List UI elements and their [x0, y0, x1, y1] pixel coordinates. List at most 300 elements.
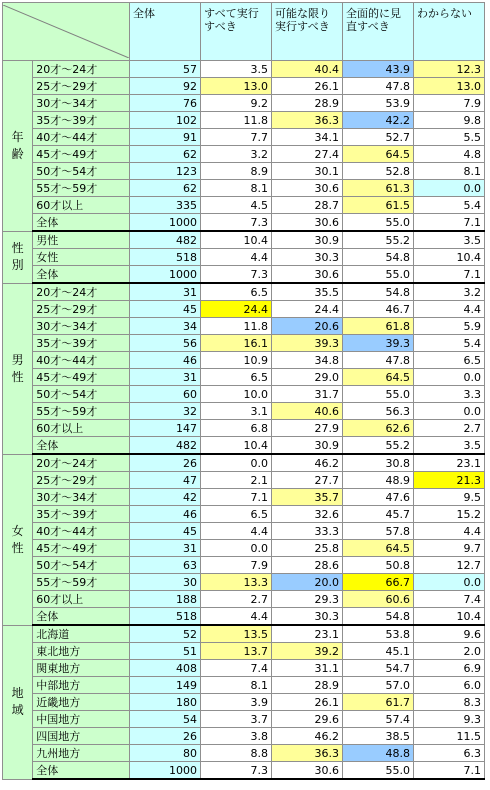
cell-execute-all: 3.7: [201, 711, 272, 728]
cell-review-fully: 57.8: [343, 523, 414, 540]
total-cell-execute-all: 10.4: [201, 437, 272, 455]
cell-total: 482: [130, 231, 201, 249]
cell-review-fully: 64.5: [343, 540, 414, 557]
total-cell-unknown: 7.1: [414, 214, 485, 232]
cell-execute-all: 3.1: [201, 403, 272, 420]
total-cell-total: 518: [130, 608, 201, 626]
cell-total: 57: [130, 61, 201, 78]
total-cell-total: 1000: [130, 266, 201, 284]
survey-crosstab-table: [2, 2, 485, 780]
cell-unknown: 8.3: [414, 694, 485, 711]
cell-unknown: 7.9: [414, 95, 485, 112]
table-row: [3, 61, 485, 78]
total-row-label: 全体: [33, 214, 130, 232]
row-label: 40才～44才: [33, 129, 130, 146]
column-header-unknown: わからない: [414, 3, 485, 61]
cell-review-fully: 39.3: [343, 335, 414, 352]
table-row: [3, 352, 485, 369]
cell-execute-all: 8.1: [201, 677, 272, 694]
total-cell-review-fully: 55.0: [343, 266, 414, 284]
cell-unknown: 6.3: [414, 745, 485, 762]
cell-total: 408: [130, 660, 201, 677]
cell-execute-all: 7.9: [201, 557, 272, 574]
row-label: 中国地方: [33, 711, 130, 728]
table-row: [3, 660, 485, 677]
cell-review-fully: 43.9: [343, 61, 414, 78]
cell-review-fully: 52.8: [343, 163, 414, 180]
cell-unknown: 5.4: [414, 197, 485, 214]
cell-total: 45: [130, 523, 201, 540]
cell-execute-all: 2.1: [201, 472, 272, 489]
cell-review-fully: 60.6: [343, 591, 414, 608]
cell-execute-all: 10.4: [201, 231, 272, 249]
survey-table-container: [2, 2, 485, 780]
total-row: [3, 437, 485, 455]
cell-review-fully: 47.8: [343, 78, 414, 95]
cell-review-fully: 55.0: [343, 386, 414, 403]
cell-execute-all: 13.3: [201, 574, 272, 591]
cell-review-fully: 47.8: [343, 352, 414, 369]
row-label: 四国地方: [33, 728, 130, 745]
table-row: [3, 78, 485, 95]
total-cell-execute-possible: 30.3: [272, 608, 343, 626]
row-label: 30才～34才: [33, 95, 130, 112]
cell-execute-possible: 30.6: [272, 180, 343, 197]
cell-execute-possible: 36.3: [272, 112, 343, 129]
cell-total: 123: [130, 163, 201, 180]
row-label: 20才～24才: [33, 454, 130, 472]
cell-execute-possible: 26.1: [272, 694, 343, 711]
cell-review-fully: 54.8: [343, 283, 414, 301]
table-row: [3, 403, 485, 420]
cell-execute-possible: 28.9: [272, 95, 343, 112]
cell-total: 76: [130, 95, 201, 112]
cell-execute-possible: 25.8: [272, 540, 343, 557]
table-row: [3, 745, 485, 762]
cell-total: 56: [130, 335, 201, 352]
cell-execute-all: 3.9: [201, 694, 272, 711]
cell-unknown: 21.3: [414, 472, 485, 489]
total-row: [3, 608, 485, 626]
cell-execute-all: 13.5: [201, 625, 272, 643]
cell-execute-possible: 28.6: [272, 557, 343, 574]
table-row: [3, 386, 485, 403]
total-cell-execute-all: 7.3: [201, 762, 272, 780]
cell-review-fully: 42.2: [343, 112, 414, 129]
cell-unknown: 0.0: [414, 369, 485, 386]
cell-execute-all: 7.4: [201, 660, 272, 677]
cell-unknown: 7.4: [414, 591, 485, 608]
cell-review-fully: 45.1: [343, 643, 414, 660]
column-header-total: 全体: [130, 3, 201, 61]
cell-execute-possible: 26.1: [272, 78, 343, 95]
cell-unknown: 9.7: [414, 540, 485, 557]
total-row: [3, 214, 485, 232]
cell-total: 47: [130, 472, 201, 489]
cell-execute-possible: 28.7: [272, 197, 343, 214]
cell-execute-possible: 30.9: [272, 231, 343, 249]
cell-unknown: 6.0: [414, 677, 485, 694]
cell-total: 60: [130, 386, 201, 403]
row-label: 55才～59才: [33, 574, 130, 591]
header-corner-cell: [3, 3, 130, 61]
cell-unknown: 5.9: [414, 318, 485, 335]
cell-total: 31: [130, 540, 201, 557]
cell-total: 54: [130, 711, 201, 728]
cell-total: 188: [130, 591, 201, 608]
cell-review-fully: 46.7: [343, 301, 414, 318]
row-label: 55才～59才: [33, 403, 130, 420]
row-label: 女性: [33, 249, 130, 266]
total-cell-review-fully: 54.8: [343, 608, 414, 626]
total-row-label: 全体: [33, 762, 130, 780]
cell-review-fully: 61.7: [343, 694, 414, 711]
table-row: [3, 163, 485, 180]
cell-execute-possible: 30.3: [272, 249, 343, 266]
cell-review-fully: 54.7: [343, 660, 414, 677]
cell-unknown: 2.0: [414, 643, 485, 660]
cell-execute-all: 10.9: [201, 352, 272, 369]
total-cell-execute-possible: 30.6: [272, 266, 343, 284]
cell-execute-possible: 46.2: [272, 454, 343, 472]
total-cell-execute-all: 7.3: [201, 214, 272, 232]
cell-execute-all: 7.7: [201, 129, 272, 146]
table-row: [3, 711, 485, 728]
cell-unknown: 6.5: [414, 352, 485, 369]
cell-review-fully: 38.5: [343, 728, 414, 745]
row-label: 50才～54才: [33, 386, 130, 403]
header-diagonal-line: [3, 5, 129, 58]
cell-execute-all: 4.4: [201, 249, 272, 266]
cell-unknown: 0.0: [414, 574, 485, 591]
cell-review-fully: 50.8: [343, 557, 414, 574]
row-label: 25才～29才: [33, 78, 130, 95]
cell-execute-possible: 46.2: [272, 728, 343, 745]
table-row: [3, 454, 485, 472]
table-row: [3, 540, 485, 557]
cell-total: 149: [130, 677, 201, 694]
row-label: 45才～49才: [33, 540, 130, 557]
group-label: [3, 454, 33, 625]
cell-execute-all: 3.5: [201, 61, 272, 78]
cell-review-fully: 61.8: [343, 318, 414, 335]
table-row: [3, 625, 485, 643]
cell-total: 45: [130, 301, 201, 318]
cell-execute-all: 4.4: [201, 523, 272, 540]
cell-unknown: 2.7: [414, 420, 485, 437]
total-cell-unknown: 7.1: [414, 762, 485, 780]
row-label: 男性: [33, 231, 130, 249]
row-label: 北海道: [33, 625, 130, 643]
column-header-review-fully: 全面的に見直すべき: [343, 3, 414, 61]
cell-unknown: 12.7: [414, 557, 485, 574]
cell-execute-possible: 35.7: [272, 489, 343, 506]
table-row: [3, 574, 485, 591]
cell-unknown: 9.5: [414, 489, 485, 506]
group-label-text: 男性: [11, 352, 24, 384]
cell-review-fully: 66.7: [343, 574, 414, 591]
cell-unknown: 3.5: [414, 231, 485, 249]
row-label: 60才以上: [33, 420, 130, 437]
cell-execute-all: 7.1: [201, 489, 272, 506]
cell-execute-possible: 39.2: [272, 643, 343, 660]
table-row: [3, 506, 485, 523]
cell-execute-possible: 33.3: [272, 523, 343, 540]
table-row: [3, 146, 485, 163]
cell-total: 31: [130, 283, 201, 301]
cell-unknown: 11.5: [414, 728, 485, 745]
row-label: 35才～39才: [33, 112, 130, 129]
cell-execute-all: 9.2: [201, 95, 272, 112]
total-row-label: 全体: [33, 608, 130, 626]
group-label-text: 女性: [11, 523, 24, 555]
cell-review-fully: 61.5: [343, 197, 414, 214]
cell-unknown: 3.3: [414, 386, 485, 403]
cell-unknown: 9.3: [414, 711, 485, 728]
header-row: [3, 3, 485, 61]
table-row: [3, 112, 485, 129]
row-label: 中部地方: [33, 677, 130, 694]
cell-total: 147: [130, 420, 201, 437]
cell-execute-possible: 40.4: [272, 61, 343, 78]
cell-unknown: 4.4: [414, 523, 485, 540]
cell-total: 46: [130, 506, 201, 523]
cell-total: 335: [130, 197, 201, 214]
cell-review-fully: 57.4: [343, 711, 414, 728]
cell-total: 102: [130, 112, 201, 129]
table-row: [3, 523, 485, 540]
cell-execute-all: 11.8: [201, 318, 272, 335]
cell-execute-all: 3.8: [201, 728, 272, 745]
cell-total: 51: [130, 643, 201, 660]
cell-total: 26: [130, 454, 201, 472]
row-label: 25才～29才: [33, 301, 130, 318]
cell-unknown: 4.8: [414, 146, 485, 163]
cell-total: 63: [130, 557, 201, 574]
cell-review-fully: 53.9: [343, 95, 414, 112]
total-cell-review-fully: 55.0: [343, 762, 414, 780]
row-label: 60才以上: [33, 591, 130, 608]
group-label: [3, 283, 33, 454]
cell-unknown: 6.9: [414, 660, 485, 677]
table-row: [3, 283, 485, 301]
cell-total: 91: [130, 129, 201, 146]
cell-review-fully: 52.7: [343, 129, 414, 146]
table-row: [3, 197, 485, 214]
cell-execute-possible: 31.7: [272, 386, 343, 403]
cell-unknown: 8.1: [414, 163, 485, 180]
table-row: [3, 677, 485, 694]
group-label: [3, 61, 33, 232]
cell-execute-all: 8.1: [201, 180, 272, 197]
cell-execute-possible: 27.4: [272, 146, 343, 163]
cell-unknown: 10.4: [414, 249, 485, 266]
cell-review-fully: 48.9: [343, 472, 414, 489]
cell-execute-all: 13.7: [201, 643, 272, 660]
row-label: 50才～54才: [33, 163, 130, 180]
cell-unknown: 3.2: [414, 283, 485, 301]
group-label: [3, 231, 33, 283]
cell-execute-all: 3.2: [201, 146, 272, 163]
cell-review-fully: 57.0: [343, 677, 414, 694]
row-label: 35才～39才: [33, 335, 130, 352]
table-row: [3, 180, 485, 197]
total-row-label: 全体: [33, 266, 130, 284]
row-label: 45才～49才: [33, 369, 130, 386]
cell-unknown: 9.8: [414, 112, 485, 129]
table-row: [3, 643, 485, 660]
cell-unknown: 12.3: [414, 61, 485, 78]
cell-review-fully: 45.7: [343, 506, 414, 523]
row-label: 35才～39才: [33, 506, 130, 523]
cell-total: 180: [130, 694, 201, 711]
group-label-text: 地域: [11, 686, 24, 717]
cell-execute-possible: 39.3: [272, 335, 343, 352]
total-cell-review-fully: 55.0: [343, 214, 414, 232]
row-label: 60才以上: [33, 197, 130, 214]
row-label: 55才～59才: [33, 180, 130, 197]
cell-review-fully: 64.5: [343, 146, 414, 163]
cell-execute-all: 13.0: [201, 78, 272, 95]
cell-execute-all: 6.5: [201, 283, 272, 301]
cell-total: 46: [130, 352, 201, 369]
cell-total: 92: [130, 78, 201, 95]
cell-execute-all: 0.0: [201, 454, 272, 472]
cell-unknown: 0.0: [414, 180, 485, 197]
total-cell-execute-all: 4.4: [201, 608, 272, 626]
table-row: [3, 489, 485, 506]
cell-total: 62: [130, 146, 201, 163]
total-cell-unknown: 7.1: [414, 266, 485, 284]
cell-execute-all: 6.5: [201, 506, 272, 523]
row-label: 40才～44才: [33, 352, 130, 369]
cell-execute-possible: 34.1: [272, 129, 343, 146]
total-row: [3, 266, 485, 284]
cell-execute-possible: 20.6: [272, 318, 343, 335]
table-row: [3, 420, 485, 437]
row-label: 45才～49才: [33, 146, 130, 163]
cell-unknown: 4.4: [414, 301, 485, 318]
cell-execute-all: 4.5: [201, 197, 272, 214]
table-row: [3, 335, 485, 352]
cell-review-fully: 64.5: [343, 369, 414, 386]
total-cell-execute-possible: 30.6: [272, 762, 343, 780]
cell-total: 52: [130, 625, 201, 643]
cell-review-fully: 56.3: [343, 403, 414, 420]
cell-review-fully: 54.8: [343, 249, 414, 266]
table-row: [3, 301, 485, 318]
group-label-text: 性別: [11, 241, 24, 272]
row-label: 50才～54才: [33, 557, 130, 574]
total-cell-total: 1000: [130, 214, 201, 232]
cell-unknown: 0.0: [414, 403, 485, 420]
row-label: 30才～34才: [33, 318, 130, 335]
total-cell-review-fully: 55.2: [343, 437, 414, 455]
total-cell-execute-possible: 30.9: [272, 437, 343, 455]
cell-execute-all: 6.8: [201, 420, 272, 437]
cell-execute-all: 0.0: [201, 540, 272, 557]
cell-execute-possible: 27.7: [272, 472, 343, 489]
table-row: [3, 231, 485, 249]
cell-total: 62: [130, 180, 201, 197]
cell-total: 80: [130, 745, 201, 762]
cell-review-fully: 61.3: [343, 180, 414, 197]
cell-total: 31: [130, 369, 201, 386]
cell-review-fully: 55.2: [343, 231, 414, 249]
cell-execute-possible: 28.9: [272, 677, 343, 694]
cell-total: 32: [130, 403, 201, 420]
group-label-text: 年齢: [11, 129, 24, 161]
cell-execute-possible: 31.1: [272, 660, 343, 677]
cell-execute-possible: 34.8: [272, 352, 343, 369]
cell-review-fully: 53.8: [343, 625, 414, 643]
cell-unknown: 5.4: [414, 335, 485, 352]
row-label: 九州地方: [33, 745, 130, 762]
table-row: [3, 694, 485, 711]
total-cell-unknown: 3.5: [414, 437, 485, 455]
cell-execute-possible: 29.6: [272, 711, 343, 728]
total-row: [3, 762, 485, 780]
cell-execute-all: 10.0: [201, 386, 272, 403]
cell-total: 30: [130, 574, 201, 591]
table-row: [3, 95, 485, 112]
cell-execute-all: 2.7: [201, 591, 272, 608]
cell-unknown: 5.5: [414, 129, 485, 146]
row-label: 近畿地方: [33, 694, 130, 711]
cell-execute-possible: 30.1: [272, 163, 343, 180]
table-row: [3, 129, 485, 146]
cell-total: 34: [130, 318, 201, 335]
cell-execute-all: 11.8: [201, 112, 272, 129]
cell-execute-possible: 29.3: [272, 591, 343, 608]
row-label: 20才～24才: [33, 283, 130, 301]
total-cell-total: 482: [130, 437, 201, 455]
table-row: [3, 591, 485, 608]
total-cell-execute-possible: 30.6: [272, 214, 343, 232]
row-label: 東北地方: [33, 643, 130, 660]
cell-execute-possible: 29.0: [272, 369, 343, 386]
cell-total: 26: [130, 728, 201, 745]
total-cell-unknown: 10.4: [414, 608, 485, 626]
cell-review-fully: 62.6: [343, 420, 414, 437]
total-cell-execute-all: 7.3: [201, 266, 272, 284]
cell-execute-possible: 20.0: [272, 574, 343, 591]
cell-execute-all: 8.8: [201, 745, 272, 762]
cell-unknown: 13.0: [414, 78, 485, 95]
cell-unknown: 15.2: [414, 506, 485, 523]
column-header-execute-all: すべて実行すべき: [201, 3, 272, 61]
table-row: [3, 472, 485, 489]
cell-execute-possible: 40.6: [272, 403, 343, 420]
table-row: [3, 557, 485, 574]
cell-execute-possible: 35.5: [272, 283, 343, 301]
group-label: [3, 625, 33, 779]
cell-total: 518: [130, 249, 201, 266]
cell-execute-all: 8.9: [201, 163, 272, 180]
row-label: 25才～29才: [33, 472, 130, 489]
table-row: [3, 369, 485, 386]
table-row: [3, 318, 485, 335]
cell-execute-possible: 24.4: [272, 301, 343, 318]
cell-execute-all: 6.5: [201, 369, 272, 386]
cell-execute-all: 16.1: [201, 335, 272, 352]
column-header-execute-possible: 可能な限り実行すべき: [272, 3, 343, 61]
total-row-label: 全体: [33, 437, 130, 455]
cell-review-fully: 30.8: [343, 454, 414, 472]
cell-execute-possible: 27.9: [272, 420, 343, 437]
row-label: 20才～24才: [33, 61, 130, 78]
table-row: [3, 249, 485, 266]
